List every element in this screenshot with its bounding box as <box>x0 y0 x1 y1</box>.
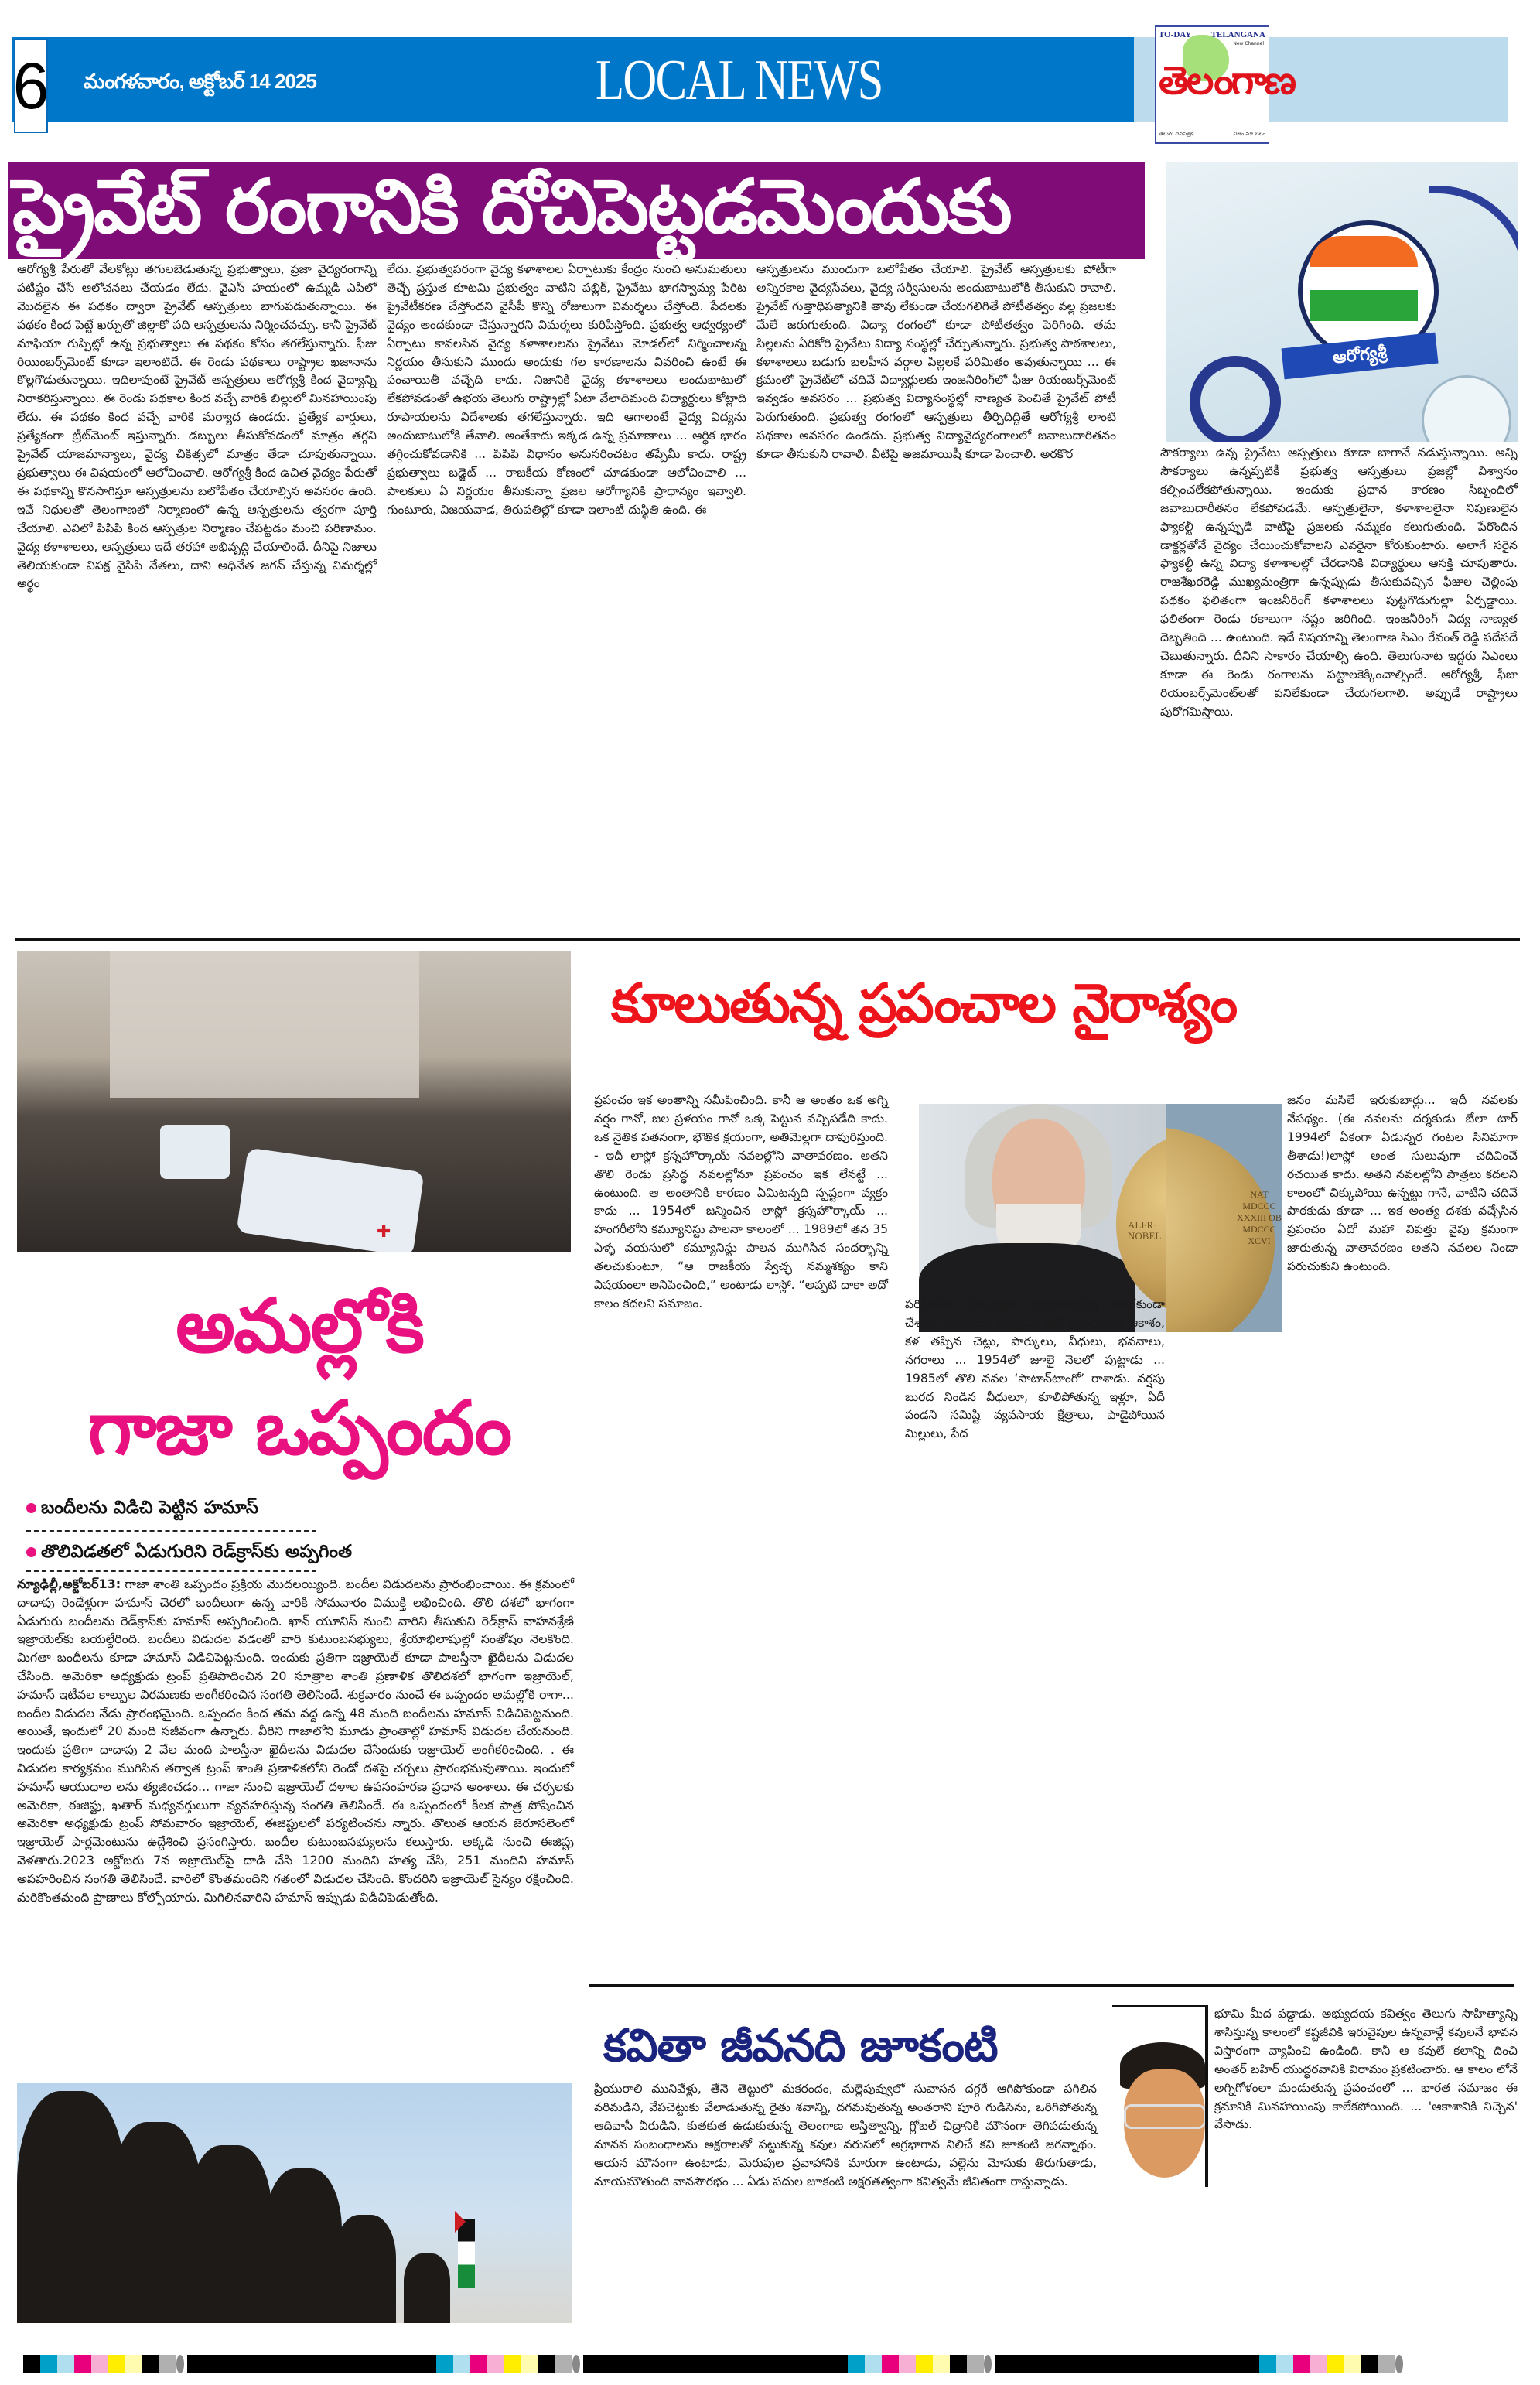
black-strip <box>583 2355 831 2373</box>
color-swatch <box>125 2355 142 2373</box>
black-strip <box>187 2355 419 2373</box>
bullet-icon <box>26 1503 36 1513</box>
building <box>110 951 419 1098</box>
logo-top-right: TELANGANA <box>1210 30 1265 39</box>
color-swatch <box>848 2355 865 2373</box>
color-swatch <box>984 2355 992 2373</box>
color-swatch <box>950 2355 967 2373</box>
section-divider <box>15 938 1520 941</box>
dashed-divider <box>26 1530 316 1532</box>
color-swatch <box>176 2355 184 2373</box>
color-swatch <box>487 2355 504 2373</box>
article-private-column-4 <box>1160 444 1518 722</box>
color-swatch <box>23 2355 40 2373</box>
color-swatch <box>40 2355 57 2373</box>
section-divider <box>589 1984 1514 1987</box>
color-swatch <box>470 2355 487 2373</box>
color-swatch <box>108 2355 125 2373</box>
article-private-headline: ప్రైవేట్ రంగానికి దోచిపెట్టడమెందుకు <box>12 163 1011 250</box>
column-text: ప్రపంచం ఇక అంతాన్ని సమీపించింది. కానీ ఆ అంతం ఒక అగ్ని వర్షం గానో, జల ప్రళయం గానో ఒక్క పెట్టున వచ్చిపడేది కాదు. ఒక నైతిక పతనంగా, భౌతిక క్షయంగా, అతిమెల్లగా దాపురిస్తుంది. - ఇదీ లాస్లో క్రస్నహొర్కాయ్ నవలల్లోని వాతావరణం. అతని తొలి రెండు ప్రసిద్ధ నవలల్లోనూ ప్రపంచం ఇక లేనట్టే ... ఉంటుంది. ఆ అంతానికి కారణం ఏమిటన్నది స్పష్టంగా వ్యక్తం కాదు ... 1954లో జన్మించిన లాస్లో క్రస్నహొర్కాయ్ ... హంగరీలోని కమ్యూనిస్టు పాలనా కాలంలో ... 1989లో తన 35 ఏళ్ళ వయసులో కమ్యూనిస్టు పాలన ముగిసిన సందర్భాన్ని తలచుకుంటూ, “ఆ రాజకీయ స్వేచ్ఛ నమ్మశక్యం కాని విషయంలా అనిపించింది,” అంటాడు లాస్లో. “అప్పటి దాకా అదో కాలం కదలని సమాజం. <box>594 1093 888 1310</box>
red-cross-icon: ✚ <box>377 1222 391 1242</box>
color-swatch <box>1327 2355 1344 2373</box>
color-swatch <box>555 2355 572 2373</box>
column-text: ఆరోగ్యశ్రీ పేరుతో వేలకోట్లు తగులబెడుతున్న ప్రభుత్వాలు, ప్రజా వైద్యరంగాన్ని పటిష్టం చేసే ఆలోచనలు చేయడం లేదు. వైఎస్ హయంలో ఉమ్మడి ఎపిలో మొదలైన ఈ పథకం ద్వారా ప్రైవేట్ ఆస్పత్రులు బాగుపడుతున్నాయి. ఈ పథకం కింద పెట్టే ఖర్చుతో జిల్లాకో పది ఆస్పత్రులను నిర్మించవచ్చు. కానీ ప్రైవేట్ మాఫియా గుప్పిట్లో ఉన్న ప్రభుత్వాలు ఈ పథకం కోసం తగలేస్తున్నారు. ఫీజు రియింబర్స్‌మెంట్ కూడా ఇలాంటిదే. ఈ రెండు పథకాలు రాష్ట్రాల ఖజానాను కొల్లగొడుతున్నాయి. ఇదిలావుంటే ప్రైవేట్ ఆస్పత్రులు ఆరోగ్యశ్రీ కింద వైద్యాన్ని నిరాకరిస్తున్నాయి. ఈ రెండు పథకాల కింద వచ్చే వారికి బిల్లులో మినహాయింపు లేదు. ఈ పథకం కింద వచ్చే వారికి మర్యాద ఉండదు. ప్రత్యేక వార్డులు, ప్రత్యేకంగా ట్రీట్‌మెంట్ ఇస్తున్నారు. డబ్బులు తీసుకోవడంలో మాత్రం తగ్గని ప్రైవేట్ యాజమాన్యాలు, వైద్య చికిత్సలో మాత్రం తేడా చూపుతున్నాయి. ప్రభుత్వాలు ఈ విషయంలో ఆలోచించాలి. ఆరోగ్యశ్రీ కింద ఉచిత వైద్యం పేరుతో ఈ పథకాన్ని కొనసాగిస్తూ ఆస్పత్రులను బలోపేతం చేయాల్సిన అవసరం ఉంది. ఇవే నిధులతో తెలంగాణలో నిర్మాణంలో ఉన్న ఆస్పత్రులను త్వరగా పూర్తి చేయాలి. ఎవిలో పిపిపి కింద ఆస్పత్రుల నిర్మాణం చేపట్టడం మంచి పరిణామం. వైద్య కళాశాలలు, ఆస్పత్రులు ఇదే తరహా అభివృద్ధి చేయాలిందే. దీనిపై నిజాలు తెలియకుండా విపక్ష వైసిపి నేతలు, దాని అధినేత జగన్ చేస్తున్న విమర్శల్లో అర్థం <box>17 262 377 591</box>
aarogyasri-image <box>1166 162 1518 442</box>
logo-tagline-right: నిజం మా బలం <box>1233 131 1265 137</box>
color-swatch <box>916 2355 933 2373</box>
color-swatch <box>538 2355 555 2373</box>
logo-subtitle: New Channel <box>1233 41 1264 46</box>
color-swatch <box>436 2355 453 2373</box>
issue-date: మంగళవారం, అక్టోబర్ 14 2025 <box>84 70 316 93</box>
emblem-ribbon: ఆరోగ్యశ్రీ <box>1281 333 1438 380</box>
article-jukanti-headline: కవితా జీవనది జూకంటి <box>603 2019 998 2072</box>
color-swatch <box>159 2355 176 2373</box>
color-swatch <box>572 2355 580 2373</box>
subhead-text: తొలివిడతలో ఏడుగురిని రెడ్‌క్రాస్‌కు అప్పగింత <box>41 1542 352 1562</box>
color-swatch <box>91 2355 108 2373</box>
gaza-crowd-photo <box>17 951 571 1252</box>
color-swatch <box>865 2355 882 2373</box>
page-number: 6 <box>14 39 48 133</box>
glasses-icon <box>1124 2104 1206 2129</box>
subhead-text: బందీలను విడిచి పెట్టిన హమాస్ <box>41 1498 259 1518</box>
headline-line-2: గాజా ఒప్పందం <box>87 1385 511 1471</box>
print-color-bars <box>23 2355 1403 2373</box>
color-swatch <box>57 2355 74 2373</box>
dashed-divider <box>26 1570 316 1572</box>
flag-triangle <box>455 2211 466 2233</box>
color-swatch <box>933 2355 950 2373</box>
color-swatch <box>882 2355 899 2373</box>
figure <box>334 2215 396 2323</box>
article-private-column-3 <box>756 261 1116 464</box>
article-krasznahorkai-column-2 <box>905 1296 1165 1444</box>
color-swatch <box>521 2355 538 2373</box>
article-krasznahorkai-column-1 <box>594 1092 888 1314</box>
column-text: సౌకర్యాలు ఉన్న ప్రైవేటు ఆస్పత్రులు కూడా బాగానే నడుస్తున్నాయి. అన్ని సౌకర్యాలు ఉన్నప్పటికీ ప్రభుత్వ ఆస్పత్రులు ప్రజల్లో విశ్వాసం కల్పించలేకపోతున్నాయి. ఇందుకు ప్రధాన కారణం సిబ్బందిలో జవాబుదారీతనం లేకపోవడమే. ఆస్పత్రులైనా, కళాశాలలైనా నిపుణులైన ఫ్యాకల్టీ ఉన్నప్పుడే వాటిపై ప్రజలకు నమ్మకం కలుగుతుంది. పేరొందిన డాక్టర్లతోనే వైద్యం చేయించుకోవాలని ఎవరైనా కోరుకుంటారు. అలాగే సరైన ఫ్యాకల్టీ ఉన్న విద్యా కళాశాలల్లో చేరడానికి విద్యార్థులు ఆసక్తి చూపుతారు. రాజశేఖరరెడ్డి ముఖ్యమంత్రిగా ఉన్నప్పుడు తీసుకువచ్చిన ఫీజుల చెల్లింపు పథకం ఫలితంగా ఇంజనీరింగ్ కళాశాలలు పుట్టగొడుగుల్లా ఏర్పడ్డాయి. ఫలితంగా రెండు రకాలుగా నష్టం జరిగింది. ఇంజనీరింగ్ విద్య నాణ్యత దెబ్బతింది ... ఉంటుంది. ఇదే విషయాన్ని తెలంగాణ సిఎం రేవంత్ రెడ్డి పదేపదే చెబుతున్నారు. దీనిని సాకారం చేయాల్సి ఉంది. తెలుగునాట ఇద్దరు సిఎంలు కూడా ఈ రెండు రంగాలను పట్టాలకెక్కించాల్సిందే. ఆరోగ్యశ్రీ, ఫీజు రియంబర్స్‌మెంట్‌లతో పనిలేకుండా చేయగలగాలి. అప్పుడే రాష్ట్రాలు పురోగమిస్తాయి. <box>1160 446 1518 719</box>
color-swatch <box>1259 2355 1276 2373</box>
color-swatch <box>1293 2355 1310 2373</box>
figure <box>17 2091 125 2323</box>
column-text: జనం మసిలే ఇరుకుబార్లు... ఇదీ నవలకు నేపథ్యం. (ఈ నవలను దర్శకుడు బేలా టార్ 1994లో ఏకంగా ఏడున్నర గంటల సినిమాగా తీశాడు!)లాస్లో అంత సులువుగా చదివించే రచయిత కాదు. అతని నవలల్లోని పాత్రలు కదలని కాలంలో చిక్కుపోయి ఉన్నట్టు గానే, వాటిని చదివే పాఠకుడు కూడా ... ఇక అంత్య దశకు వచ్చేసిన ప్రపంచం ఏదో మహా విపత్తు వైపు క్రమంగా జారుతున్న వాతావరణం అతని నవలల నిండా పరుచుకుని ఉంటుంది. <box>1287 1093 1518 1274</box>
color-swatch <box>1276 2355 1293 2373</box>
article-private-column-1 <box>17 261 377 593</box>
column-text: పరిస్థితులు ఎప్పటికైనా మారతాయన్న ఆశలేకుండా చేశారు పాలకులు. ఎప్పుడూ ఆవే పొగచూరిన ఆకాశం, కళ తప్పిన చెట్లు, పార్కులు, వీధులు, భవనాలు, నగరాలు ... 1954లో జూలై నెలలో పుట్టాడు ... 1985లో తొలి నవల ‘సాటాన్‌టాంగో’ రాశాడు. వర్షపు బురద నిండిన వీధులూ, కూలిపోతున్న ఇళ్లూ, ఏదీ పండని సమిష్టి వ్యవసాయ క్షేత్రాలు, పాడైపోయిన మిల్లులు, పేద <box>905 1297 1165 1441</box>
stethoscope-chestpiece-icon <box>1190 356 1281 442</box>
headline-line-1: అమల్లోకి <box>176 1283 423 1369</box>
article-jukanti-column-1 <box>594 2080 1097 2191</box>
color-swatch <box>1310 2355 1327 2373</box>
subhead <box>26 1498 258 1522</box>
hamas-fighters-photo <box>17 2083 572 2323</box>
nobel-medal-photo <box>1166 1104 1282 1332</box>
bullet-icon <box>26 1547 36 1557</box>
figure <box>187 2145 272 2323</box>
figure <box>404 2253 450 2323</box>
color-swatch <box>142 2355 159 2373</box>
color-swatch <box>1344 2355 1361 2373</box>
red-cross-vehicle <box>236 1148 424 1252</box>
column-text: భూమి మీద పడ్డాడు. అభ్యుదయ కవిత్వం తెలుగు సాహిత్యాన్ని శాసిస్తున్న కాలంలో కష్టజీవికి ఇరువైపుల ఉన్నవాళ్లే కవులనే భావన విస్తారంగా వ్యాపించి ఉండింది. కానీ ఆ కవులే కలాన్ని దించి అంతర్ బహిర్ యుద్ధరవానికి విరామం ప్రకటించారు. ఆ కాలం లోనే అగ్నిగోళంలా మండుతున్న ప్రపంచంలో ... భారత సమాజం ఈ క్రమానికి మినహాయింపు కాలేకపోయింది. ... 'ఆకాశానికి నిచ్చెన' వేసాడు. <box>1214 2007 1518 2132</box>
vehicle <box>160 1125 230 1179</box>
color-swatch <box>1378 2355 1395 2373</box>
article-gaza-body <box>17 1575 574 1906</box>
color-swatch <box>453 2355 470 2373</box>
dateline: న్యూఢిల్లీ,అక్టోబర్13: <box>17 1577 121 1591</box>
color-swatch <box>1395 2355 1403 2373</box>
column-text: లేదు. ప్రభుత్వపరంగా వైద్య కళాశాలల ఏర్పాటుకు కేంద్రం నుంచి అనుమతులు తెచ్చే ప్రస్తుత కూటమి ప్రభుత్వం వాటిని పబ్లిక్, ప్రైవేటు భాగస్వామ్య పేరిట ప్రైవేటీకరణ చేస్తోందని వైసీపీ కొన్ని రోజులుగా విమర్శలు చేస్తోంది. పేదలకు వైద్యం అందకుండా చేస్తున్నారని విమర్శలు కురిపిస్తోంది. ప్రభుత్వ ఆధ్వర్యంలో ఏర్పాటు కావలసిన వైద్య కళాశాలలను ప్రైవేటు మోడల్‌లో నిర్మించాలన్న నిర్ణయం తీసుకుని ముందు అందుకు గల కారణాలను వివరించి ఉంటే ఈ పంచాయితీ వచ్చేది కాదు. నిజానికి వైద్య కళాశాలలు అందుబాటులో లేకపోవడంతో ఉభయ తెలుగు రాష్ట్రాల్లో ఏటా వేలాదిమంది విద్యార్థులు కోట్లాది రూపాయలను విదేశాలకు తగలేస్తున్నారు. ఇది ఆగాలంటే వైద్య విద్యను అందుబాటులోకి తేవాలి. అంతేకాదు ఇక్కడ ఉన్న ప్రమాణాలు ... ఆర్థిక భారం తగ్గించుకోవడానికి ... పిపిపి విధానం అనుసరించటం తప్పేమీ కాదు. రాష్ట్ర ప్రభుత్వాలు బడ్జెట్ ... రాజకీయ కోణంలో చూడకుండా ఆలోచించాలి ... పాలకులు ఏ నిర్ణయం తీసుకున్నా ప్రజల ఆరోగ్యానికి ప్రాధాన్యం ఇవ్వాలి. గుంటూరు, విజయవాడ, తిరుపతిల్లో కూడా ఇలాంటి దుస్థితి ఉంది. ఈ <box>387 262 746 517</box>
figure <box>265 2168 342 2323</box>
newspaper-logo[interactable] <box>1155 25 1295 144</box>
color-swatch <box>419 2355 436 2373</box>
color-swatch <box>831 2355 848 2373</box>
medal-roman-numerals: NAT MDCCC XXXIII OB MDCCC XCVI <box>1237 1189 1282 1246</box>
article-krasznahorkai-headline: కూలుతున్న ప్రపంచాల నైరాశ్యం <box>611 972 1237 1035</box>
column-text: ఆస్పత్రులను ముందుగా బలోపేతం చేయాలి. ప్రైవేట్ ఆస్పత్రులకు పోటీగా అన్నిరకాల వైద్యసేవలు, వైద్య సర్వీసులను అందుబాటులోకి తీసుకుని రావాలి. ప్రైవేట్ గుత్తాధిపత్యానికి తావు లేకుండా చేయగలిగితే పోటీతత్వం వల్ల ప్రజలకు మేలే జరుగుతుంది. విద్యా రంగంలో కూడా పోటీతత్వం పెరిగింది. తమ పిల్లలను ఏరికోరి ప్రైవేటు విద్యా సంస్థల్లో చేర్పుతున్నారు. ప్రభుత్వ పాఠశాలలు, కళాశాలలు బడుగు బలహీన వర్గాల పిల్లలకే పరిమితం అవుతున్నాయి ... ఈ క్రమంలో ప్రైవేట్‌లో చదివే విద్యార్థులకు ఇంజనీరింగ్‌లో ఫీజు రియంబర్స్‌మెంట్ ఇవ్వడం అవసరం ... ప్రభుత్వ విద్యాసంస్థల్లో నాణ్యత పెంచితే ప్రైవేట్ పోటీ పెరుగుతుంది. ప్రభుత్వ రంగంలో ఆస్పత్రులు తీర్చిదిద్దితే ఆరోగ్యశ్రీ లాంటి పథకాల అవసరం ఉండదు. ప్రభుత్వ విద్యావైద్యరంగాలలో జవాబుదారితనం కూడా తీసుకుని రావాలి. వీటిపై అజమాయిషీ కూడా పెంచాలి. అరకొర <box>756 262 1116 462</box>
logo-top-left: TO-DAY <box>1159 30 1192 39</box>
color-swatch <box>74 2355 91 2373</box>
logo-tagline-left: తెలుగు దినపత్రిక <box>1159 131 1194 137</box>
emblem-green <box>1310 290 1418 321</box>
color-swatch <box>899 2355 916 2373</box>
color-swatch <box>1242 2355 1259 2373</box>
subhead <box>26 1542 352 1567</box>
article-private-column-2 <box>387 261 746 520</box>
logo-name: తెలంగాణ <box>1159 58 1295 103</box>
medal-inscription: ALFR· NOBEL <box>1128 1219 1162 1242</box>
body-text: గాజా శాంతి ఒప్పందం ప్రక్రియ మొదలయ్యింది. బందీల విడుదలను ప్రారంభించాయి. ఈ క్రమంలో దాదాపు రెండేళ్లుగా హమాస్ చెరలో బందీలుగా ఉన్న వారికి సోమవారం విముక్తి లభించింది. తొలి దశలో భాగంగా ఏడుగురు బందీలను రెడ్‌క్రాస్‌కు హమాస్ అప్పగించింది. ఖాన్ యూనిస్ నుంచి వారిని తీసుకుని రెడ్‌క్రాస్ వాహనశ్రేణి ఇజ్రాయెల్‌కు బయల్దేరింది. బందీలు విడుదల వడంతో వారి కుటుంబసభ్యులు, శ్రేయాభిలాషుల్లో సంతోషం నెలకొంది. మిగతా బందీలను కూడా హమాస్ విడిచిపెట్టనుంది. ఇందుకు ప్రతిగా ఇజ్రాయెల్ కూడా పాలస్తీనా ఖైదీలను విడుదల చేసింది. అమెరికా అధ్యక్షుడు ట్రంప్ ప్రతిపాదించిన 20 సూత్రాల శాంతి ప్రణాళిక తొలిదశలో భాగంగా ఇజ్రాయెల్, హమాస్ ఇటీవల కాల్పుల విరమణకు అంగీకరించిన సంగతి తెలిసిందే. శుక్రవారం నుంచే ఈ ఒప్పందం అమల్లోకి రాగా... బందీల విడుదల నేడు ప్రారంభమైంది. ఒప్పందం కింద తమ వద్ద ఉన్న 48 మంది బందీలను హమాస్ విడిచిపెట్టనుంది. అయితే, ఇందులో 20 మంది సజీవంగా ఉన్నారు. వీరిని గాజాలోని మూడు ప్రాంతాల్లో హమాస్ విడుదల చేయనుంది. ఇందుకు ప్రతిగా దాదాపు 2 వేల మంది పాలస్తీనా ఖైదీలను విడుదల చేసేందుకు ఇజ్రాయెల్ అంగీకరించింది. . ఈ విడుదల కార్యక్రమం ముగిసిన తర్వాత ట్రంప్ శాంతి ప్రణాళికలోని రెండో దశపై చర్చలు ప్రారంభమవుతాయి. ఇందులో హమాస్ ఆయుధాల లను త్యజించడం... గాజా నుంచి ఇజ్రాయెల్ దళాల ఉపసంహరణ ప్రధాన అంశాలు. ఈ చర్చలకు అమెరికా, ఈజిప్టు, ఖతార్ మధ్యవర్తులుగా వ్యవహరిస్తున్న సంగతి తెలిసిందే. ఈ ఒప్పందంలో కీలక పాత్ర పోషించిన అమెరికా అధ్యక్షుడు ట్రంప్ సోమవారం ఇజ్రాయెల్, ఈజిప్టులలో పర్యటించను న్నారు. తొలుత ఆయన జెరూసలెంలో ఇజ్రాయెల్ పార్లమెంటును ఉద్దేశించి ప్రసంగిస్తారు. బందీల కుటుంబసభ్యులను కలుస్తారు. అక్కడి నుంచి ఈజిప్టు వెళతారు.2023 అక్టోబరు 7న ఇజ్రాయెల్‌పై దాడి చేసి 1200 మందిని హత్య చేసి, 251 మందిని హమాస్ అపహరించిన సంగతి తెలిసిందే. వారిలో కొంతమందిని గతంలో విడుదల చేసింది. కొందరిని ఇజ్రాయెల్ సైన్యం రక్షించింది. మరికొంతమంది ప్రాణాలు కోల్పోయారు. మిగిలినవారిని హమాస్ ఇప్పుడు విడిచిపెడుతోంది. <box>17 1577 574 1905</box>
column-text: ప్రియురాలి మునివేళ్లు, తేనె తెట్టులో మకరందం, మల్లెపువ్వులో సువాసన దగ్గరే ఆగిపోకుండా పగిలిన వరిమడిని, వేపచెట్టుకు వేలాడుతున్న రైతు శవాన్ని, దగమవుతున్న అంతరాని పూరి గుడిసెను, ఒరిగిపోతున్న ఆదివాసీ వీరుడిని, కుతకుత ఉడుకుతున్న తెలంగాణ అస్తిత్వాన్ని, గ్లోబల్ ఛిద్రానికి మౌనంగా తెగిపడుతున్న మానవ సంబంధాలను అక్షరాలతో పట్టుకున్న కవుల వరుసలో అగ్రభాగాన నిలిచే కవి జూకంటి జగన్నాథం. ఆయన మౌనంగా ఉంటాడు, మెరుపుల ప్రవాహానికి మారుగా ఉంటాడు, పల్లెను మోసుకు తిరుగుతాడు, మాయమౌతుంది వానసౌరభం ... ఏడు పదుల జూకంటి అక్షరతత్వంగా కవిత్వమే జీవితంగా రాస్తున్నాడు. <box>594 2082 1097 2189</box>
emblem-saffron <box>1310 236 1418 267</box>
article-jukanti-column-2 <box>1214 2005 1518 2134</box>
article-gaza-headline <box>25 1275 574 1479</box>
color-swatch <box>504 2355 521 2373</box>
black-strip <box>995 2355 1242 2373</box>
color-swatch <box>1361 2355 1378 2373</box>
color-swatch <box>967 2355 984 2373</box>
article-krasznahorkai-column-3 <box>1287 1092 1518 1276</box>
poet-portrait <box>1112 2005 1208 2187</box>
section-title: LOCAL NEWS <box>596 49 883 112</box>
